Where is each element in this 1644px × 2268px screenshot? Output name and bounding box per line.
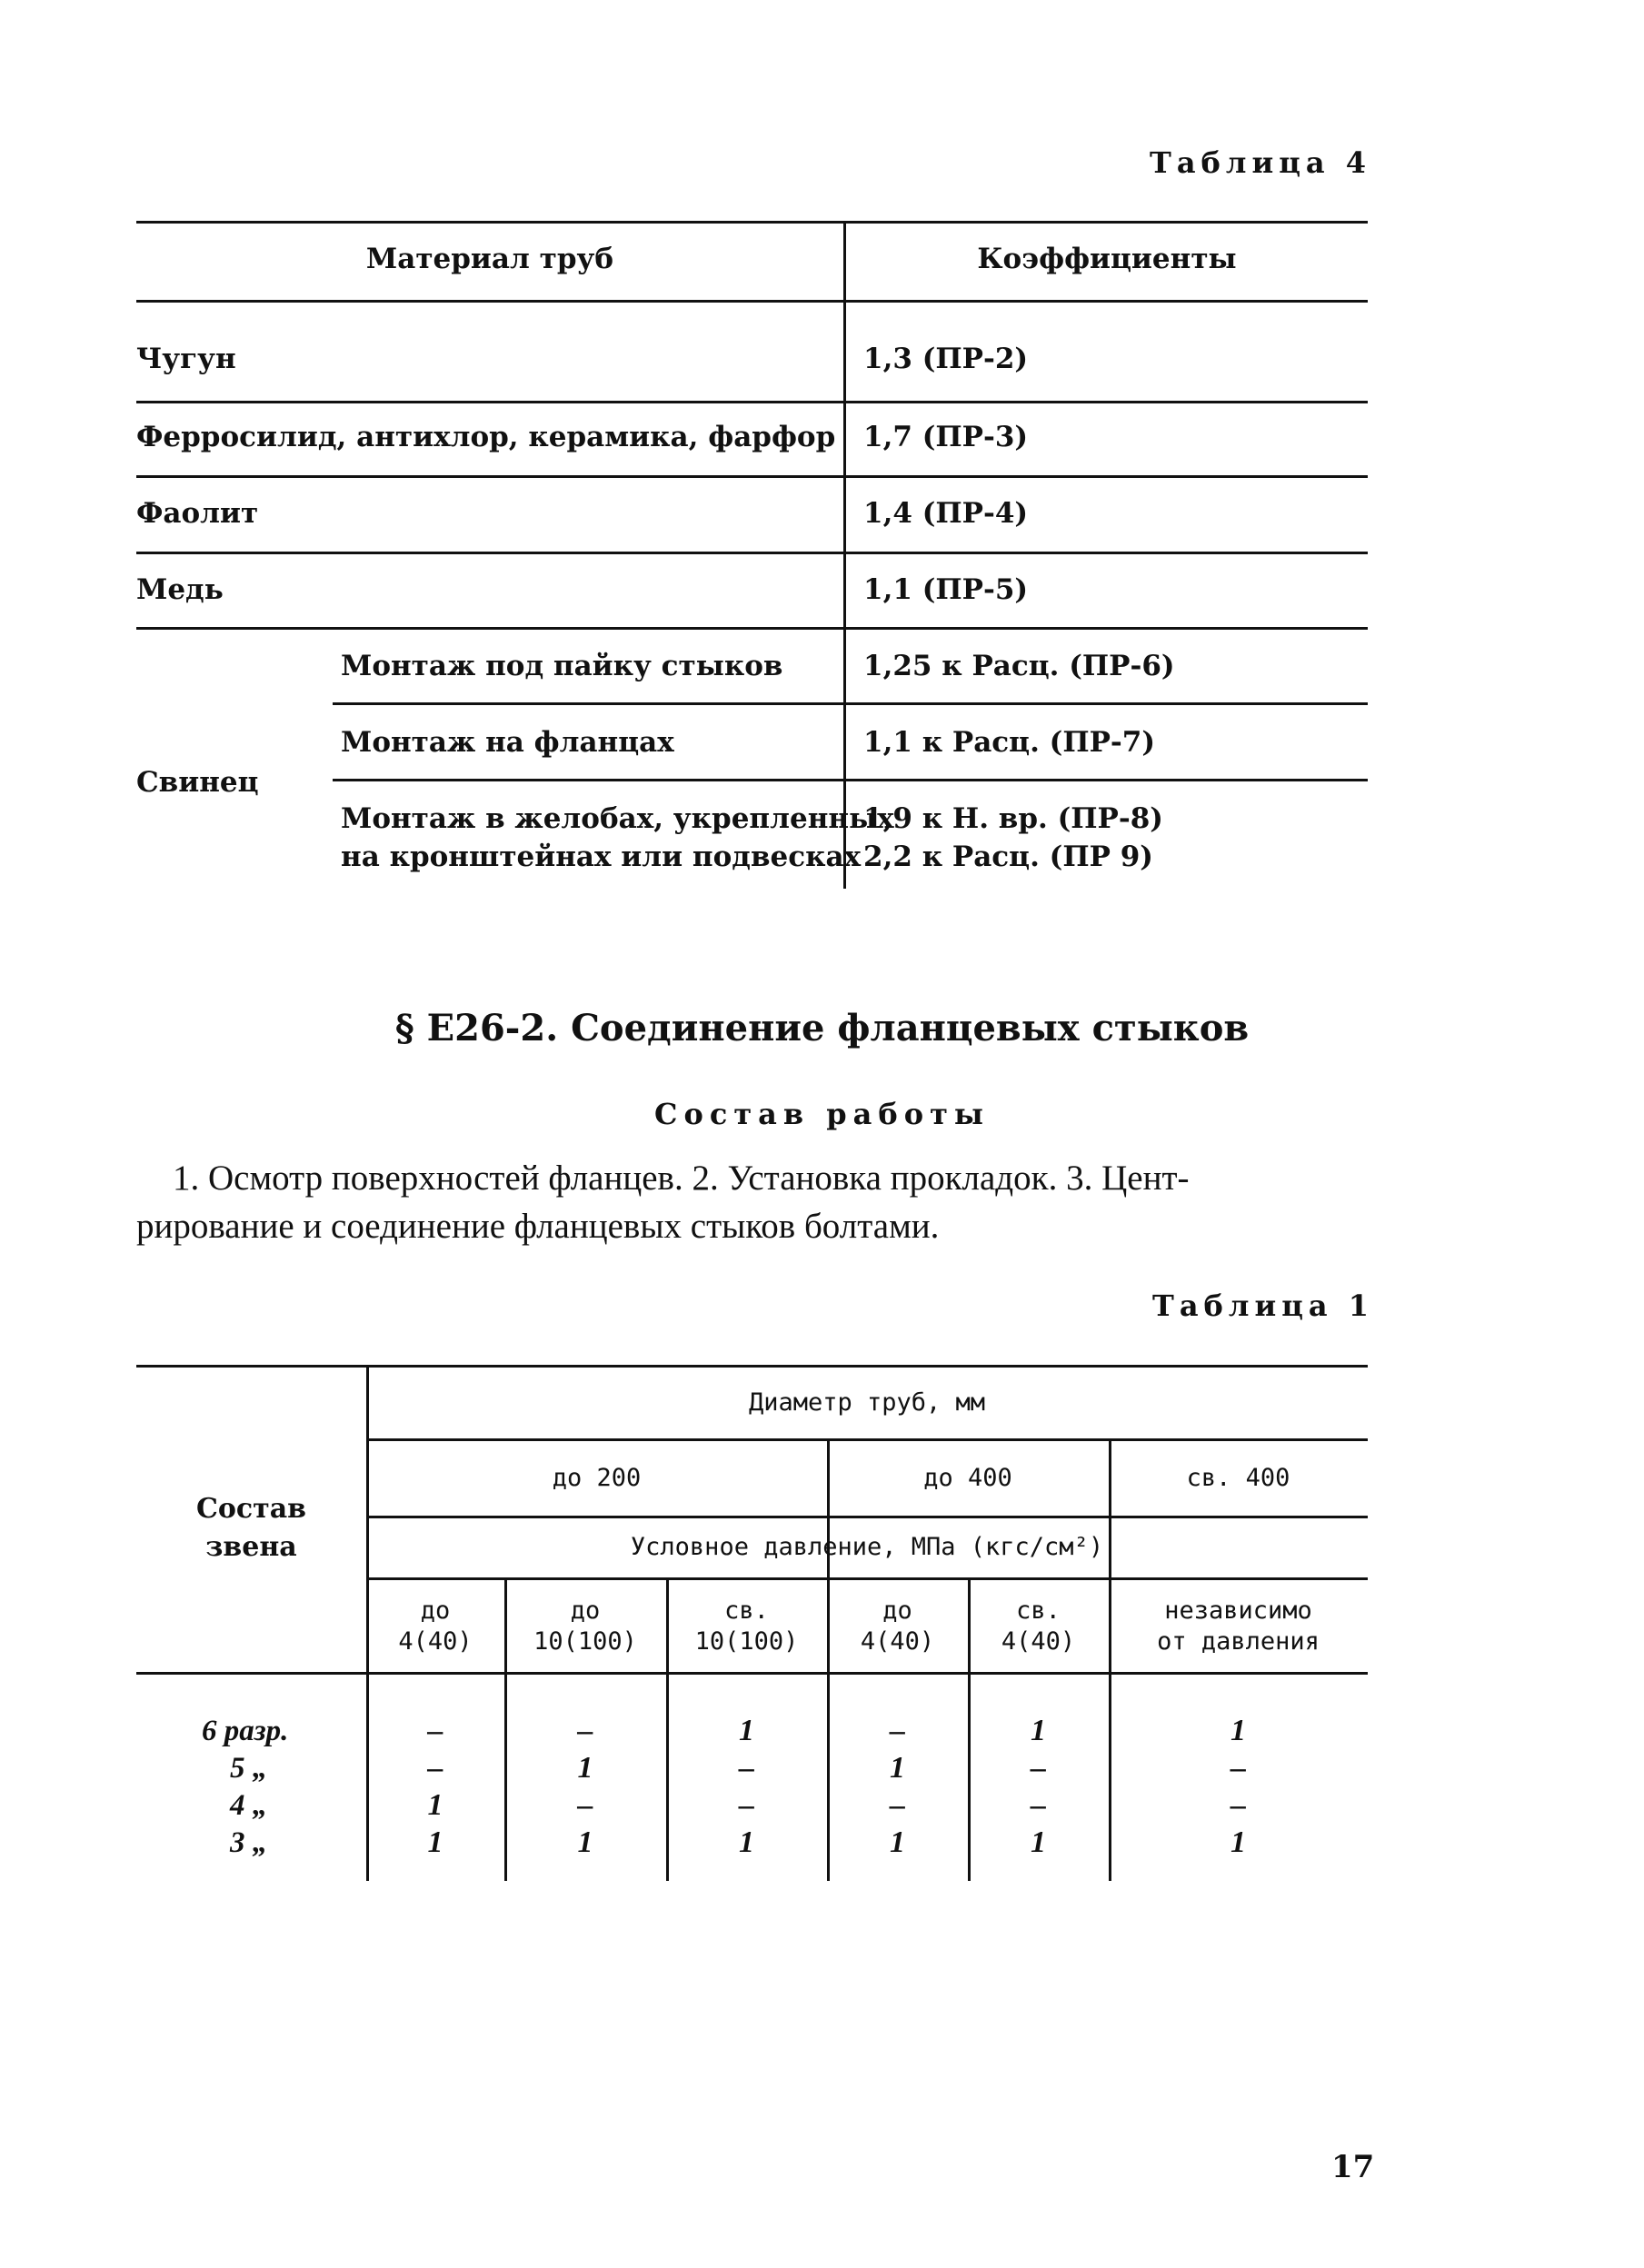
table1-pressure-col: 10(100) xyxy=(694,1627,799,1656)
table1-value: 1 xyxy=(1231,1714,1246,1747)
table1-value: – xyxy=(890,1788,905,1822)
table1-pressure-col: св. xyxy=(1016,1597,1061,1625)
work-description-line: рирование и соединение фланцевых стыков болтами. xyxy=(136,1207,940,1246)
table1-value: – xyxy=(1031,1788,1046,1822)
table1-diameter-group: до 400 xyxy=(923,1464,1012,1492)
table4-row-rule xyxy=(333,779,1368,781)
table1-pressure-col: от давления xyxy=(1157,1627,1320,1656)
table1-value: 1 xyxy=(577,1825,593,1859)
table1-diameter-group: св. 400 xyxy=(1186,1464,1290,1492)
table1-crew-header: звена xyxy=(205,1531,297,1563)
table1-rule xyxy=(366,1577,1368,1580)
table1-pressure-col: 4(40) xyxy=(860,1627,935,1656)
table4-coef: 1,3 (ПР-2) xyxy=(863,343,1029,375)
table4-coef: 1,25 к Расц. (ПР-6) xyxy=(863,650,1175,682)
table1-header-rule xyxy=(136,1672,1368,1675)
table1-pressure-header: Условное давление, МПа (кгс/см²) xyxy=(630,1533,1104,1561)
table4-coef: 1,9 к Н. вр. (ПР-8) xyxy=(863,802,1163,835)
table4-row-rule xyxy=(136,401,1368,403)
work-description-line: 1. Осмотр поверхностей фланцев. 2. Установка прокладок. 3. Цент- xyxy=(173,1159,1190,1198)
section-title: § Е26-2. Соединение фланцевых стыков xyxy=(394,1007,1250,1049)
table1-diameter-header: Диаметр труб, мм xyxy=(748,1388,986,1417)
table1-value: 1 xyxy=(739,1714,754,1747)
table1-value: – xyxy=(1231,1751,1246,1785)
work-description xyxy=(136,1154,1372,1250)
table1-value: – xyxy=(427,1751,443,1785)
table4-lead-work: на кронштейнах или подвесках xyxy=(341,841,862,873)
table4-lead-work: Монтаж на фланцах xyxy=(341,726,674,759)
table4-coef: 1,1 (ПР-5) xyxy=(863,573,1029,606)
table4-row-rule xyxy=(136,552,1368,554)
table4-row-rule xyxy=(136,475,1368,478)
table4-header-rule xyxy=(136,300,1368,303)
table1-value: – xyxy=(577,1714,593,1747)
table4-material: Ферросилид, антихлор, керамика, фарфор xyxy=(136,421,836,453)
table1-value: – xyxy=(890,1714,905,1747)
table1-grade: 3 „ xyxy=(230,1826,268,1859)
table1-value: – xyxy=(577,1788,593,1822)
table1-value: 1 xyxy=(890,1751,905,1785)
table4-lead-work: Монтаж под пайку стыков xyxy=(341,650,783,682)
table1-pressure-col: 4(40) xyxy=(398,1627,473,1656)
table1-pressure-col: до xyxy=(420,1597,451,1625)
page-number: 17 xyxy=(1331,2149,1375,2185)
table4-row-rule xyxy=(333,702,1368,705)
table1-top-rule xyxy=(136,1365,1368,1368)
table1-pressure-col: до xyxy=(882,1597,912,1625)
table1-diameter-group: до 200 xyxy=(552,1464,642,1492)
table4-coef: 1,4 (ПР-4) xyxy=(863,497,1029,530)
table4-row-rule xyxy=(136,627,1368,630)
table4-column-divider xyxy=(843,221,846,889)
table4-top-rule xyxy=(136,221,1368,224)
table1-pressure-col: св. xyxy=(724,1597,769,1625)
table1-value: – xyxy=(427,1714,443,1747)
table1-value: 1 xyxy=(1031,1825,1046,1859)
table1-value: 1 xyxy=(577,1751,593,1785)
table4-material: Фаолит xyxy=(136,497,259,530)
table1-grade: 4 „ xyxy=(230,1789,268,1822)
table1-value: – xyxy=(1031,1751,1046,1785)
table1-value: 1 xyxy=(1031,1714,1046,1747)
table1-pressure-col: независимо xyxy=(1164,1597,1312,1625)
table1-pressure-col: 10(100) xyxy=(533,1627,637,1656)
table1-value: 1 xyxy=(1231,1825,1246,1859)
table4-coef: 1,7 (ПР-3) xyxy=(863,421,1029,453)
table1-value: – xyxy=(739,1751,754,1785)
table1-pressure-col: до xyxy=(570,1597,601,1625)
table4-coef: 2,2 к Расц. (ПР 9) xyxy=(863,841,1153,873)
table1-pressure-col: 4(40) xyxy=(1001,1627,1076,1656)
table1-grade: 6 разр. xyxy=(202,1715,289,1747)
table1-value: 1 xyxy=(739,1825,754,1859)
table1-rule xyxy=(366,1438,1368,1441)
table1-value: 1 xyxy=(427,1788,443,1822)
table4-coef: 1,1 к Расц. (ПР-7) xyxy=(863,726,1156,759)
table4-caption: Таблица 4 xyxy=(1150,145,1371,180)
table1-value: 1 xyxy=(890,1825,905,1859)
section-subtitle: Состав работы xyxy=(654,1097,990,1131)
table4-lead-work: Монтаж в желобах, укрепленных xyxy=(341,802,894,835)
table1-value: – xyxy=(739,1788,754,1822)
table1-value: 1 xyxy=(427,1825,443,1859)
table4-material-lead: Свинец xyxy=(136,766,259,799)
table1-rule xyxy=(366,1516,1368,1518)
table1-grade: 5 „ xyxy=(230,1752,268,1785)
table4-material: Чугун xyxy=(136,343,236,375)
table4-header-coefficients: Коэффициенты xyxy=(977,243,1237,275)
table1-value: – xyxy=(1231,1788,1246,1822)
table4-header-material: Материал труб xyxy=(365,243,614,275)
table1-caption: Таблица 1 xyxy=(1152,1288,1374,1323)
table1-crew-header: Состав xyxy=(195,1493,307,1525)
table4-material: Медь xyxy=(136,573,224,606)
